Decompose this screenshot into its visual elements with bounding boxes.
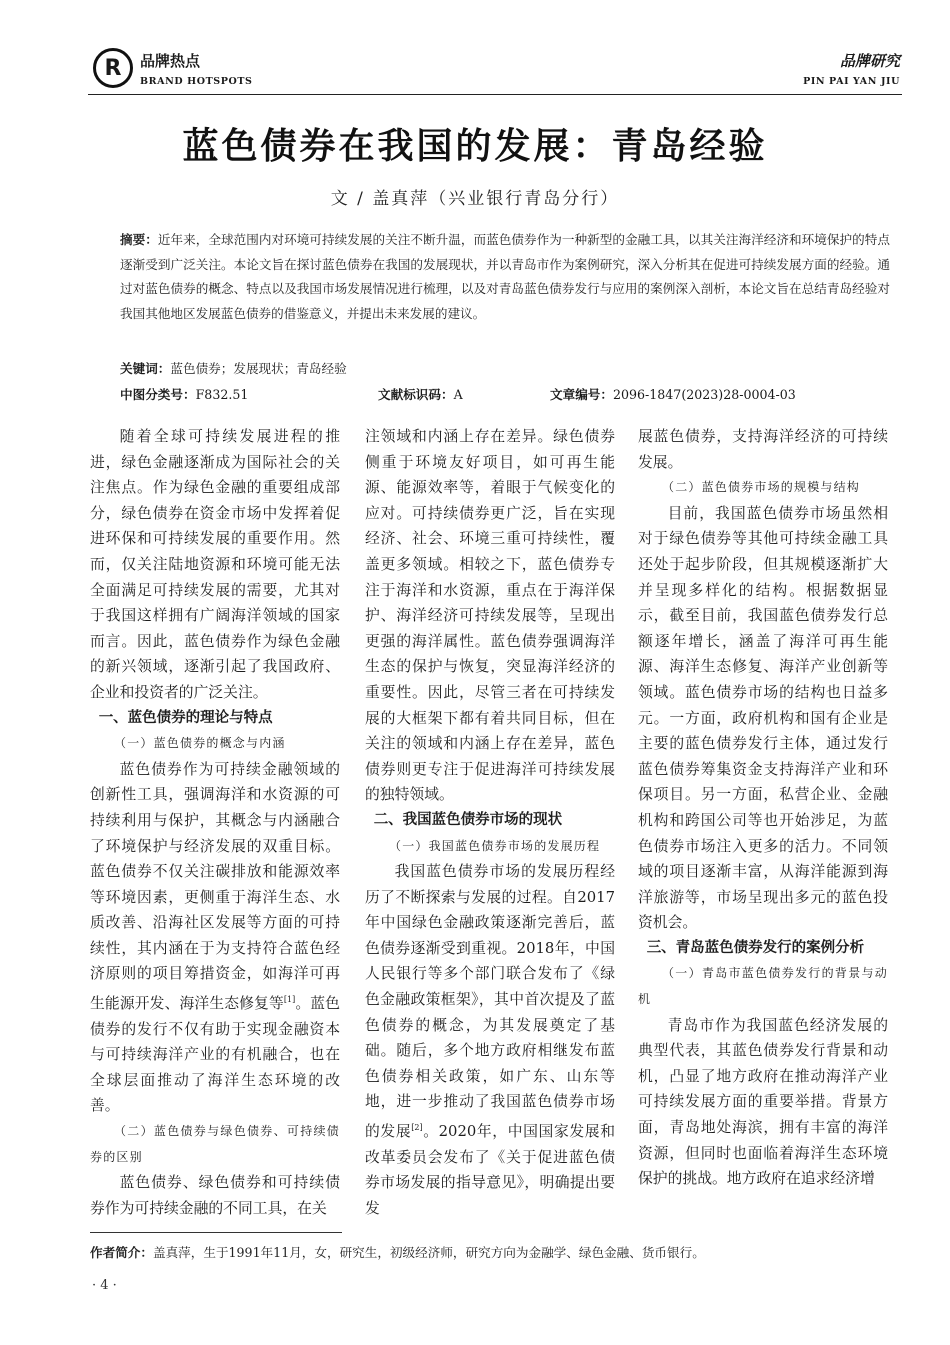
paragraph: 展蓝色债券，支持海洋经济的可持续发展。 <box>638 428 888 471</box>
section-heading: 二、我国蓝色债券市场的现状 <box>373 811 563 828</box>
paragraph-text: 。2020年，中国国家发展和改革委员会发布了《关于促进蓝色债券市场发展的指导意见》，明确提出要发 <box>365 1122 615 1217</box>
section-title: 品牌热点 <box>140 52 201 70</box>
author-note <box>90 1242 705 1261</box>
citation: [2] <box>411 1123 423 1133</box>
body-column-1 <box>90 424 340 1221</box>
journal-name-en: PIN PAI YAN JIU <box>803 76 900 87</box>
section-heading: 一、蓝色债券的理论与特点 <box>98 709 273 726</box>
abstract-label: 摘要： <box>120 232 158 247</box>
section-heading: 三、青岛蓝色债券发行的案例分析 <box>646 939 865 956</box>
paragraph: 青岛市作为我国蓝色经济发展的典型代表，其蓝色债券发行背景和动机，凸显了地方政府在推动海洋产业可持续发展方面的重要举措。背景方面，青岛地处海滨，拥有丰富的海洋资源，但同时也面临着海洋生态环境保护的挑战。地方政府在追求经济增 <box>638 1016 888 1188</box>
clc-label: 中图分类号： <box>120 387 196 402</box>
journal-name: 品牌研究 <box>839 52 900 70</box>
paragraph-text: 。蓝色债券的发行不仅有助于实现金融资本与可持续海洋产业的有机融合，也在全球层面推动了海洋生态环境的改善。 <box>90 994 340 1115</box>
page-number: · 4 · <box>92 1278 117 1293</box>
clc-value: F832.51 <box>195 387 249 402</box>
keywords-label: 关键词： <box>120 361 171 376</box>
keywords-text: 蓝色债券；发展现状；青岛经验 <box>170 361 347 376</box>
paragraph: 蓝色债券、绿色债券和可持续债券作为可持续金融的不同工具，在关 <box>90 1174 340 1217</box>
subsection-heading: （一）青岛市蓝色债券发行的背景与动机 <box>638 966 888 1007</box>
article-byline: 文 / 盖真萍（兴业银行青岛分行） <box>330 189 620 209</box>
author-label: 作者简介： <box>90 1245 153 1260</box>
footnote-divider <box>90 1232 342 1233</box>
document-code <box>378 384 463 403</box>
article-title: 蓝色债券在我国的发展：青岛经验 <box>182 126 768 167</box>
article-no-value: 2096-1847(2023)28-0004-03 <box>612 387 796 402</box>
keywords <box>120 358 347 377</box>
abstract <box>120 228 890 326</box>
author-text: 盖真萍，生于1991年11月，女，研究生，初级经济师，研究方向为金融学、绿色金融、货币银行。 <box>152 1245 705 1260</box>
paragraph <box>365 859 615 1221</box>
subsection-heading: （一）蓝色债券的概念与内涵 <box>114 736 286 751</box>
paragraph: 注领域和内涵上存在差异。绿色债券侧重于环境友好项目，如可再生能源、能源效率等，着眼于气候变化的应对。可持续债券更广泛，旨在实现经济、社会、环境三重可持续性，覆盖更多领域。相较之下，蓝色债券专注于海洋和水资源，重点在于海洋保护、海洋经济可持续发展等，呈现出更强的海洋属性。蓝色债券强调海洋生态的保护与恢复，突显海洋经济的重要性。因此，尽管三者在可持续发展的大框架下都有着共同目标，但在关注的领域和内涵上存在差异，蓝色债券则更专注于促进海洋可持续发展的独特领域。 <box>365 428 615 804</box>
subsection-heading: （一）我国蓝色债券市场的发展历程 <box>389 838 601 853</box>
doc-code-label: 文献标识码： <box>378 387 454 402</box>
article-number <box>550 384 796 403</box>
article-no-label: 文章编号： <box>550 387 613 402</box>
brand-logo: R <box>93 48 133 88</box>
header-divider <box>88 94 902 95</box>
subsection-heading: （二）蓝色债券市场的规模与结构 <box>662 480 861 495</box>
clc-number <box>120 384 248 403</box>
paragraph <box>90 757 340 1119</box>
paragraph: 目前，我国蓝色债券市场虽然相对于绿色债券等其他可持续金融工具还处于起步阶段，但其规模逐渐扩大并呈现多样化的结构。根据数据显示，截至目前，我国蓝色债券发行总额逐年增长，涵盖了海洋可再生能源、海洋生态修复、海洋产业创新等领域。蓝色债券市场的结构也日益多元。一方面，政府机构和国有企业是主要的蓝色债券发行主体，通过发行蓝色债券筹集资金支持海洋产业和环保项目。另一方面，私营企业、金融机构和跨国公司等也开始涉足，为蓝色债券市场注入更多的活力。不同领域的项目逐渐丰富，从海洋能源到海洋旅游等，市场呈现出多元的蓝色投资机会。 <box>638 504 888 932</box>
body-column-2 <box>365 424 615 1221</box>
body-column-3 <box>638 424 888 1192</box>
paragraph-text: 我国蓝色债券市场的发展历程经历了不断探索与发展的过程。自2017年中国绿色金融政策逐渐完善后，蓝色债券逐渐受到重视。2018年，中国人民银行等多个部门联合发布了《绿色金融政策框架》，其中首次提及了蓝色债券的概念，为其发展奠定了基础。随后，多个地方政府相继发布蓝色债券相关政策，如广东、山东等地，进一步推动了我国蓝色债券市场的发展 <box>365 863 615 1140</box>
section-title-en: BRAND HOTSPOTS <box>140 76 253 87</box>
subsection-heading: （二）蓝色债券与绿色债券、可持续债券的区别 <box>90 1123 340 1164</box>
paragraph: 随着全球可持续发展进程的推进，绿色金融逐渐成为国际社会的关注焦点。作为绿色金融的重要组成部分，绿色债券在资金市场中发挥着促进环保和可持续发展的重要作用。然而，仅关注陆地资源和环境可能无法全面满足可持续发展的需要，尤其对于我国这样拥有广阔海洋领域的国家而言。因此，蓝色债券作为绿色金融的新兴领域，逐渐引起了我国政府、企业和投资者的广泛关注。 <box>90 428 340 701</box>
abstract-text: 近年来，全球范围内对环境可持续发展的关注不断升温，而蓝色债券作为一种新型的金融工具，以其关注海洋经济和环境保护的特点逐渐受到广泛关注。本论文旨在探讨蓝色债券在我国的发展现状，并以青岛市作为案例研究，深入分析其在促进可持续发展方面的经验。通过对蓝色债券的概念、特点以及我国市场发展情况进行梳理，以及对青岛蓝色债券发行与应用的案例深入剖析，本论文旨在总结青岛经验对我国其他地区发展蓝色债券的借鉴意义，并提出未来发展的建议。 <box>120 232 891 321</box>
paragraph-text: 蓝色债券作为可持续金融领域的创新性工具，强调海洋和水资源的可持续利用与保护，其概念与内涵融合了环境保护与经济发展的双重目标。蓝色债券不仅关注碳排放和能源效率等环境因素，更侧重于海洋生态、水质改善、沿海社区发展等方面的可持续性，其内涵在于为支持符合蓝色经济原则的项目筹措资金，如海洋可再生能源开发、海洋生态修复等 <box>90 760 340 1012</box>
citation: [1] <box>283 995 296 1005</box>
doc-code-value: A <box>453 387 463 402</box>
